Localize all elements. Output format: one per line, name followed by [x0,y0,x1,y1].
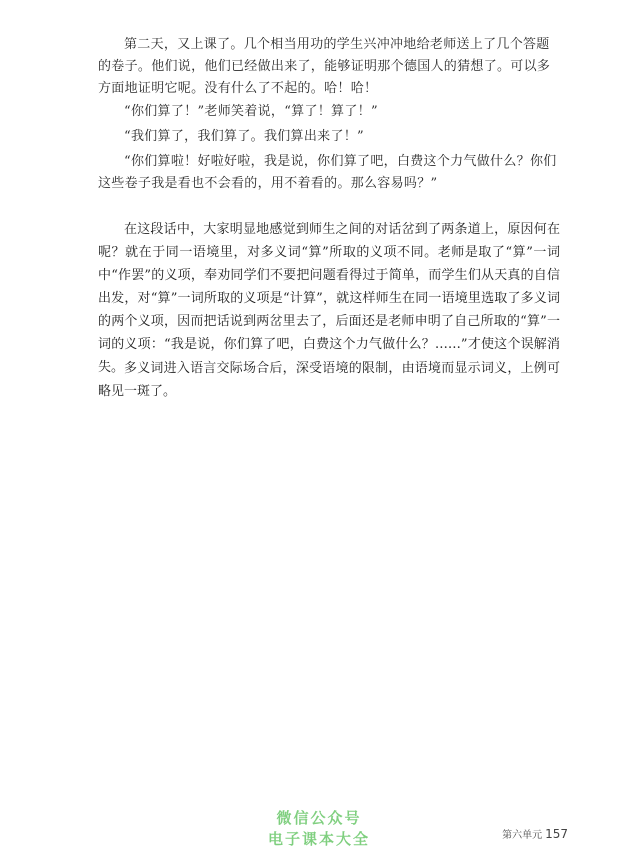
unit-label: 第六单元 [502,830,543,841]
quote-text-3: “我们算了，我们算了。我们算出来了！” [124,129,364,144]
quote-paragraph-2 [98,101,558,123]
quote-paragraph-3 [98,126,558,148]
body-text-1: 在这段话中，大家明显地感觉到师生之间的对话岔到了两条道上，原因何在呢？就在于同一语境里，对多义词“算”所取的义项不同。老师是取了“算”一词中“作罢”的义项，奉劝同学们不要把问题看得过于简单，而学生们从天真的自信出发，对“算”一词所取的义项是“计算”，就这样师生在同一语境里选取了多义词的两个义项，因而把话说到两岔里去了，后面还是老师申明了自己所取的“算”一词的义项：“我是说，你们算了吧，白费这个力气做什么？……”才使这个误解消失。 [98,222,560,375]
quote-paragraph-4 [98,151,558,195]
quote-text-2: “你们算了！”老师笑着说，“算了！算了！” [124,104,378,119]
body-paragraph-1 [98,218,560,379]
body-paragraph-2 [98,357,560,403]
watermark-line-1: 微信公众号 [276,809,362,827]
quote-text-4: “你们算啦！好啦好啦，我是说，你们算了吧，白费这个力气做什么？你们这些卷子我是看也不会看的，用不着看的。那么容易吗？” [98,154,557,191]
page-footer [502,826,568,841]
quote-text-1: 第二天，又上课了。几个相当用功的学生兴冲冲地给老师送上了几个答题的卷子。他们说，他们已经做出来了，能够证明那个德国人的猜想了。可以多方面地证明它呢。没有什么了不起的。哈！哈！ [98,37,551,96]
page-number: 157 [545,827,568,841]
quote-paragraph-1 [98,34,558,100]
body-text-2: 多义词进入语言交际场合后，深受语境的限制，由语境而显示词义，上例可略见一斑了。 [98,361,560,399]
watermark-line-2: 电子课本大全 [267,830,370,848]
